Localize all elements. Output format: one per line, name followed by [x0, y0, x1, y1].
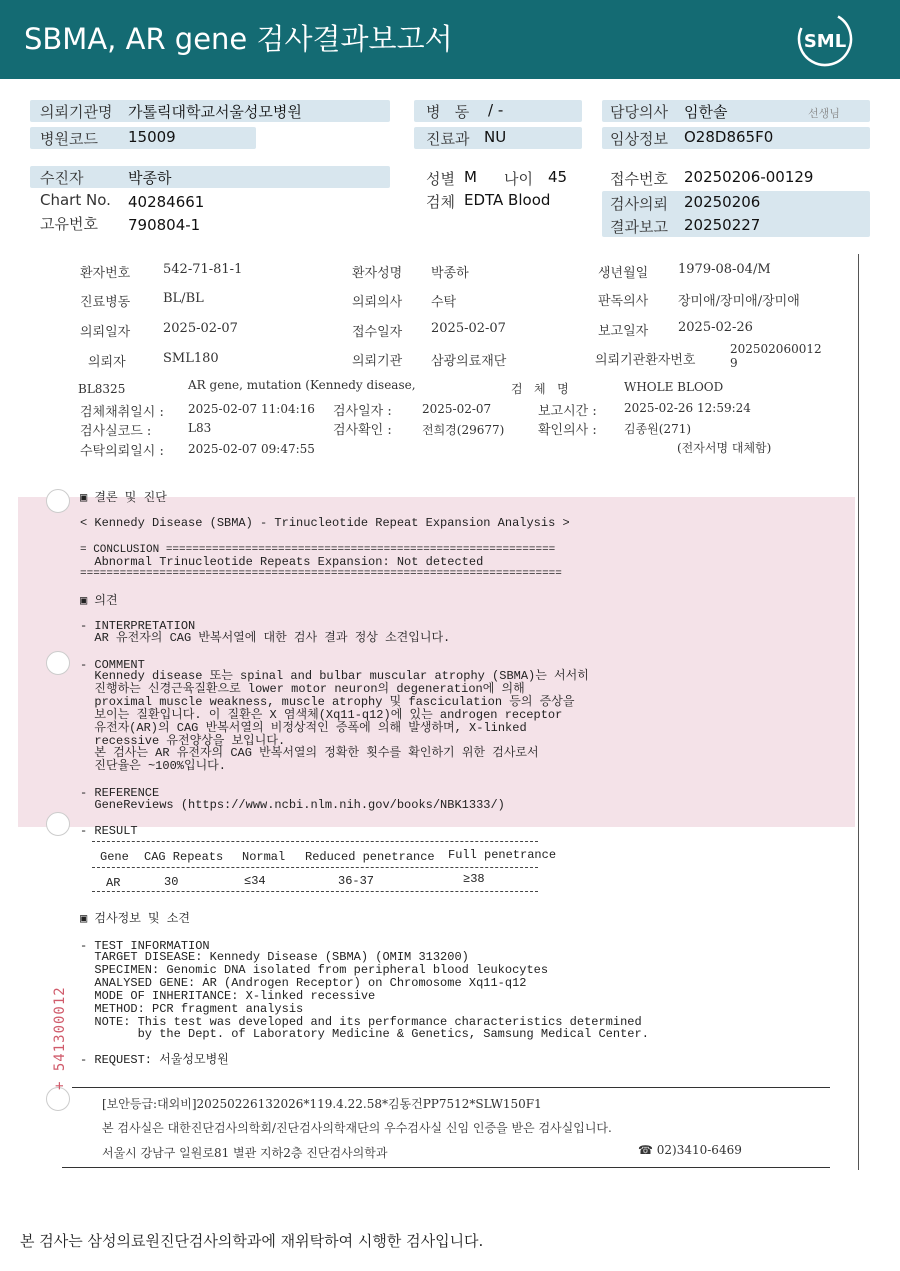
accession-label: 접수번호 [610, 170, 668, 188]
confirm-value: 전희경(29677) [422, 423, 505, 437]
esign-note: (전자서명 대체함) [677, 441, 772, 455]
testinfo-line: ANALYSED GENE: AR (Androgen Receptor) on Chromosome Xq11-q12 [80, 976, 527, 990]
dept-label: 진료과 [426, 130, 470, 148]
institution-label: 의뢰기관명 [40, 103, 113, 121]
report-header [0, 0, 900, 79]
testinfo-line: NOTE: This test was developed and its performance characteristics determined [80, 1015, 642, 1029]
result-table-bottom-rule [92, 891, 538, 892]
comment-line: recessive 유전양상을 보입니다. [80, 734, 286, 748]
doctor-label: 담당의사 [610, 103, 668, 121]
conclusion-text: Abnormal Trinucleotide Repeats Expansion: Not detected [80, 555, 484, 569]
pno-label: 환자번호 [80, 266, 131, 281]
dob-value: 1979-08-04/M [678, 262, 771, 277]
reader-value: 장미애/장미애/장미애 [678, 294, 800, 309]
testdate-value: 2025-02-07 [422, 402, 492, 416]
accession-value: 20250206-00129 [684, 168, 814, 186]
reqdoc-label: 의뢰의사 [352, 295, 403, 310]
interpretation-header: - INTERPRETATION [80, 619, 196, 633]
sml-logo-icon [796, 10, 854, 68]
reptime-value: 2025-02-26 12:59:24 [624, 401, 751, 415]
report-value: 20250227 [684, 216, 761, 234]
result-reduced-value: 36-37 [338, 874, 375, 888]
dob-label: 생년월일 [598, 266, 649, 281]
section-testinfo-heading: ▣ 검사정보 및 소견 [80, 912, 190, 926]
reference-text: GeneReviews (https://www.ncbi.nlm.nih.gov/books/NBK1333/) [80, 798, 505, 812]
interpretation-text: AR 유전자의 CAG 반복서열에 대한 검사 결과 정상 소견입니다. [80, 631, 451, 645]
reqdate-label: 의뢰일자 [80, 325, 131, 340]
comment-line: 진행하는 신경근육질환으로 lower motor neuron의 degeneration에 의해 [80, 682, 525, 696]
result-full-value: ≥38 [463, 872, 485, 886]
doctor-value: 임한솔 [684, 103, 728, 121]
certification-line: 본 검사실은 대한진단검사의학회/진단검사의학재단의 우수검사실 신임 인증을 받은 검사실입니다. [102, 1121, 612, 1135]
sex-value: M [464, 168, 477, 186]
reqdoc-value: 수탁 [431, 295, 457, 310]
result-cag-value: 30 [164, 875, 179, 889]
testinfo-header: - TEST INFORMATION [80, 939, 210, 953]
report-title: < Kennedy Disease (SBMA) - Trinucleotide Repeat Expansion Analysis > [80, 516, 570, 530]
lab-footer-bottom-rule [62, 1167, 830, 1168]
repdate-value: 2025-02-26 [678, 320, 753, 335]
page-title: SBMA, AR gene 검사결과보고서 [24, 22, 453, 56]
testdate-label: 검사일자 : [333, 404, 392, 419]
result-col-gene: Gene [100, 850, 129, 864]
result-table-top-rule [92, 841, 538, 842]
result-normal-value: ≤34 [244, 874, 266, 888]
result-col-reduced: Reduced penetrance [305, 850, 435, 864]
result-table-mid-rule [92, 867, 538, 868]
request-line: - REQUEST: 서울성모병원 [80, 1053, 229, 1067]
room-value: L83 [188, 421, 212, 435]
chart-value: 40284661 [128, 193, 205, 211]
ward2-label: 진료병동 [80, 295, 131, 310]
testinfo-line: by the Dept. of Laboratory Medicine & Genetics, Samsung Medical Center. [80, 1027, 649, 1041]
testinfo-line: METHOD: PCR fragment analysis [80, 1002, 304, 1016]
orgpno-value-1: 202502060012 [730, 342, 822, 356]
section-conclusion-heading: ▣ 결론 및 진단 [80, 491, 167, 505]
ward-value: / - [488, 101, 504, 119]
punch-hole [46, 1087, 70, 1111]
reqdate-value: 2025-02-07 [163, 321, 238, 336]
requester-label: 의뢰자 [88, 355, 126, 370]
report-right-border [858, 254, 859, 1170]
patient-value: 박종하 [128, 169, 172, 187]
clinical-value: O28D865F0 [684, 128, 774, 146]
comment-line: 본 검사는 AR 유전자의 CAG 반복서열의 정확한 횟수를 확인하기 위한 검사로서 [80, 746, 539, 760]
hosp-code-label: 병원코드 [40, 130, 98, 148]
report-label: 결과보고 [610, 218, 668, 236]
comment-header: - COMMENT [80, 658, 145, 672]
request-value: 20250206 [684, 193, 761, 211]
result-col-full: Full penetrance [448, 848, 557, 862]
chart-label: Chart No. [40, 191, 111, 209]
reqorg-label: 의뢰기관 [352, 354, 403, 369]
orgpno-value-2: 9 [730, 356, 738, 370]
institution-value: 가톨릭대학교서울성모병원 [128, 103, 302, 121]
ward-label: 병 동 [426, 103, 470, 121]
result-gene-value: AR [106, 876, 121, 890]
punch-hole [46, 651, 70, 675]
side-serial-number: + 541300012 [52, 986, 68, 1090]
result-col-cag: CAG Repeats [144, 850, 224, 864]
repdate-label: 보고일자 [598, 324, 649, 339]
lab-address: 서울시 강남구 일원로81 별관 지하2층 진단검사의학과 [102, 1146, 388, 1160]
confdoc-value: 김종원(271) [624, 422, 692, 436]
collect-value: 2025-02-07 11:04:16 [188, 402, 315, 416]
comment-line: 유전자(AR)의 CAG 반복서열의 비정상적인 증폭에 의해 발생하며, X-linked [80, 721, 527, 735]
consign-label: 수탁의뢰일시 : [80, 444, 164, 459]
lab-phone: ☎ 02)3410-6469 [638, 1143, 742, 1157]
confdoc-label: 확인의사 : [538, 423, 597, 438]
hosp-code-value: 15009 [128, 128, 176, 146]
reptime-label: 보고시간 : [538, 404, 597, 419]
pno-value: 542-71-81-1 [163, 262, 243, 277]
requester-value: SML180 [163, 351, 219, 366]
dept-value: NU [484, 128, 507, 146]
svg-text:SML: SML [803, 31, 847, 52]
testinfo-line: MODE OF INHERITANCE: X-linked recessive [80, 989, 376, 1003]
lab-footer-top-rule [72, 1087, 830, 1088]
test-specimen-label: 검 체 명 [511, 382, 569, 396]
comment-line: 보이는 질환입니다. 이 질환은 X 염색체(Xq11-q12)에 있는 androgen receptor [80, 708, 563, 722]
confirm-label: 검사확인 : [333, 423, 392, 438]
specimen-value: EDTA Blood [464, 191, 551, 209]
clinical-label: 임상정보 [610, 130, 668, 148]
conclusion-header: = CONCLUSION =========================================================== [80, 544, 556, 556]
reader-label: 판독의사 [598, 294, 649, 309]
recvdate-label: 접수일자 [352, 325, 403, 340]
collect-label: 검체채취일시 : [80, 405, 164, 420]
comment-line: proximal muscle weakness, muscle atrophy 및 fasciculation 등의 증상을 [80, 695, 575, 709]
punch-hole [46, 489, 70, 513]
test-code: BL8325 [78, 382, 126, 396]
room-label: 검사실코드 : [80, 424, 152, 439]
footer-note: 본 검사는 삼성의료원진단검사의학과에 재위탁하여 시행한 검사입니다. [20, 1232, 484, 1250]
pname-value: 박종하 [431, 266, 469, 281]
specimen-label: 검체 [426, 193, 455, 211]
conclusion-rule: ========================================================================= [80, 568, 562, 580]
patient-band [30, 166, 390, 188]
age-label: 나이 [504, 170, 533, 188]
security-line: [보안등급:대외비]20250226132026*119.4.22.58*김동건PP7512*SLW150F1 [102, 1097, 542, 1111]
punch-hole [46, 812, 70, 836]
doctor-suffix: 선생님 [808, 107, 840, 120]
request-label: 검사의뢰 [610, 195, 668, 213]
consign-value: 2025-02-07 09:47:55 [188, 442, 315, 456]
patient-label: 수진자 [40, 169, 84, 187]
result-col-normal: Normal [242, 850, 286, 864]
comment-line: 진단율은 ~100%입니다. [80, 759, 226, 773]
pname-label: 환자성명 [352, 266, 403, 281]
uid-value: 790804-1 [128, 216, 201, 234]
reference-header: - REFERENCE [80, 786, 160, 800]
test-specimen-value: WHOLE BLOOD [624, 380, 724, 394]
orgpno-label: 의뢰기관환자번호 [595, 353, 696, 368]
test-name: AR gene, mutation (Kennedy disease, [188, 378, 416, 392]
sex-label: 성별 [426, 170, 455, 188]
reqorg-value: 삼광의료재단 [431, 354, 507, 369]
ward2-value: BL/BL [163, 291, 204, 306]
age-value: 45 [548, 168, 568, 186]
testinfo-line: SPECIMEN: Genomic DNA isolated from peripheral blood leukocytes [80, 963, 549, 977]
result-header: - RESULT [80, 824, 138, 838]
section-opinion-heading: ▣ 의견 [80, 594, 118, 608]
uid-label: 고유번호 [40, 215, 98, 233]
testinfo-line: TARGET DISEASE: Kennedy Disease (SBMA) (OMIM 313200) [80, 950, 469, 964]
recvdate-value: 2025-02-07 [431, 321, 506, 336]
comment-line: Kennedy disease 또는 spinal and bulbar muscular atrophy (SBMA)는 서서히 [80, 669, 589, 683]
